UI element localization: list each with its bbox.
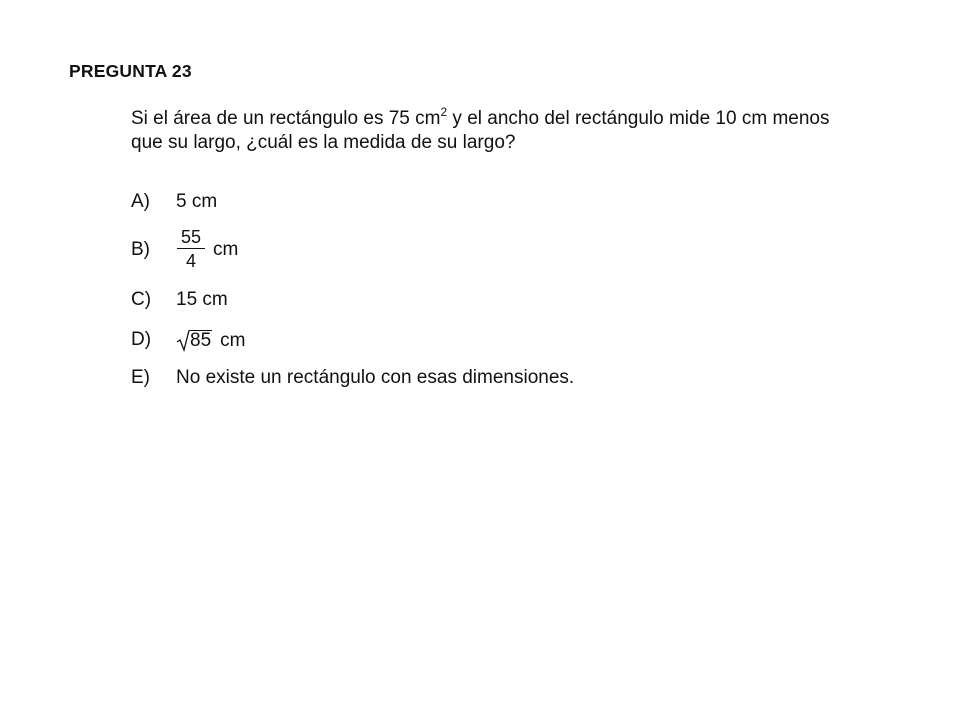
superscript-exponent: 2 [440, 105, 448, 119]
question-number-heading: PREGUNTA 23 [69, 61, 192, 81]
option-b-unit: cm [213, 239, 239, 260]
option-d-unit: cm [220, 330, 246, 351]
option-b-letter: B) [131, 239, 150, 260]
square-root [176, 328, 212, 353]
question-stem [131, 107, 931, 155]
question-stem-line-2: que su largo, ¿cuál es la medida de su largo? [131, 132, 516, 153]
fraction-numerator: 55 [180, 227, 202, 247]
radicand: 85 [190, 330, 212, 351]
option-a-text: 5 cm [176, 191, 218, 212]
option-e-text: No existe un rectángulo con esas dimensiones. [176, 367, 575, 388]
question-text-part-2: y el ancho del rectángulo mide 10 cm menos [447, 108, 830, 129]
fraction-denominator: 4 [185, 251, 196, 271]
radical-sign-icon [176, 328, 190, 352]
option-d-letter: D) [131, 329, 152, 350]
question-text-part-1: Si el área de un rectángulo es 75 cm [131, 108, 441, 129]
question-stem-line-1 [131, 107, 931, 131]
option-e-letter: E) [131, 367, 150, 388]
option-a-letter: A) [131, 191, 150, 212]
option-c-letter: C) [131, 289, 152, 310]
option-b-fraction [176, 226, 206, 273]
option-d-expression [176, 328, 245, 353]
option-c-text: 15 cm [176, 289, 228, 310]
